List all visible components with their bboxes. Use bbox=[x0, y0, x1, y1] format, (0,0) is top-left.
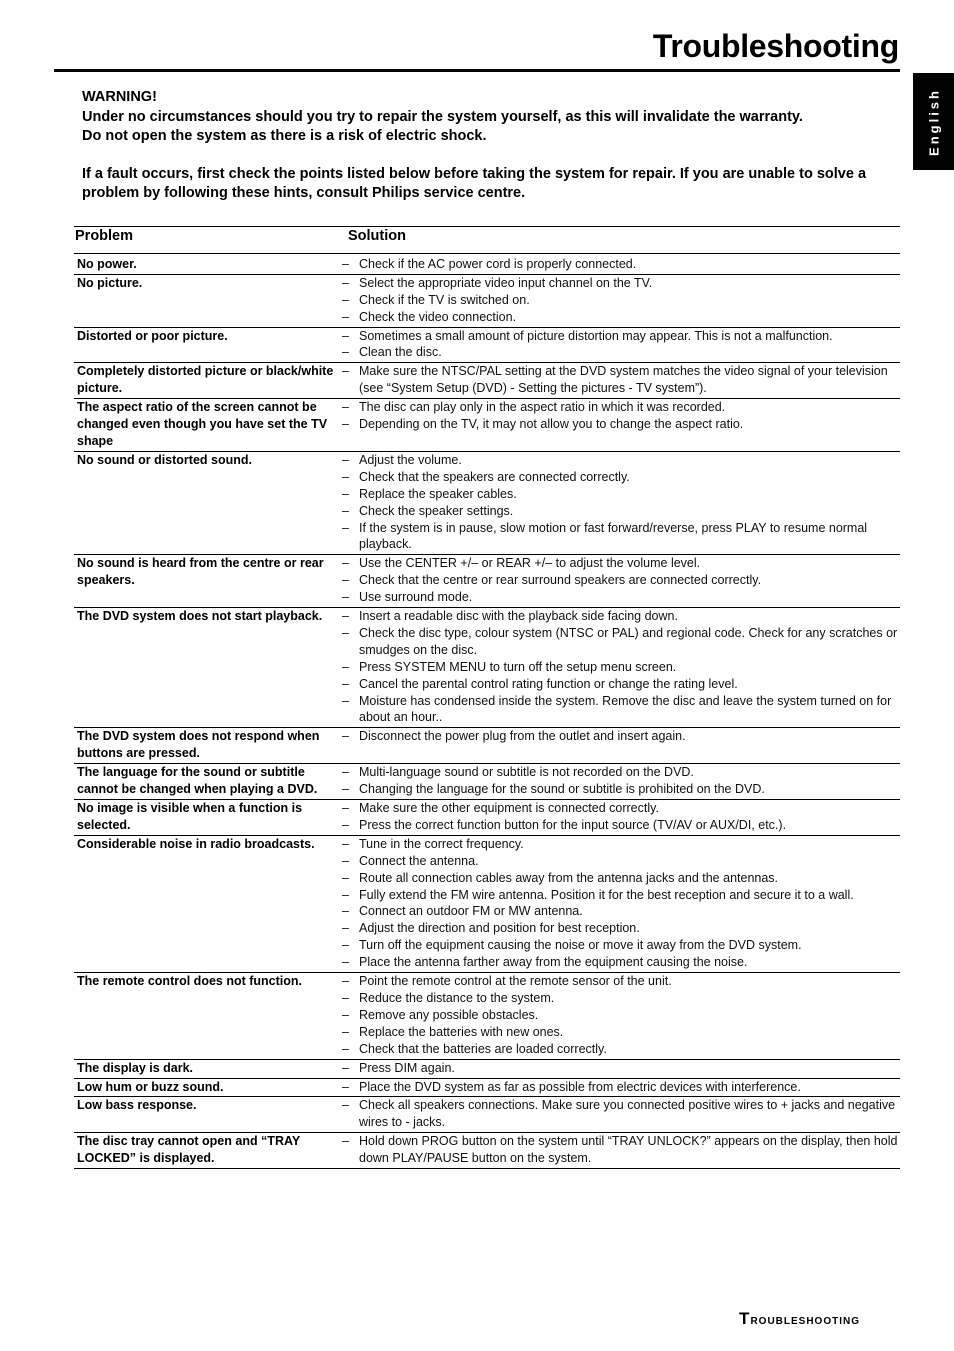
solution-item: – Remove any possible obstacles. bbox=[342, 1007, 900, 1024]
solution-item: – Sometimes a small amount of picture distortion may appear. This is not a malfunction. bbox=[342, 328, 900, 345]
solution-cell bbox=[342, 608, 900, 728]
table-row bbox=[74, 451, 900, 554]
solution-cell bbox=[342, 973, 900, 1060]
solution-item: – Press SYSTEM MENU to turn off the setup menu screen. bbox=[342, 659, 900, 676]
footer-section-title bbox=[739, 1309, 860, 1329]
footer-rest: roubleshooting bbox=[750, 1312, 860, 1328]
solution-item: – Turn off the equipment causing the noise or move it away from the DVD system. bbox=[342, 937, 900, 954]
solution-cell bbox=[342, 764, 900, 800]
solution-item: – Route all connection cables away from the antenna jacks and the antennas. bbox=[342, 870, 900, 887]
troubleshooting-table bbox=[74, 226, 900, 1169]
language-tab bbox=[913, 73, 954, 170]
solution-item: – Make sure the NTSC/PAL setting at the DVD system matches the video signal of your television (see “System Setup (DVD) - Setting the pictures - TV system”). bbox=[342, 363, 900, 397]
solution-item: – Check the disc type, colour system (NTSC or PAL) and regional code. Check for any scratches or smudges on the disc. bbox=[342, 625, 900, 659]
solution-list bbox=[342, 1097, 900, 1131]
solution-cell bbox=[342, 451, 900, 554]
table-row bbox=[74, 835, 900, 972]
solution-cell bbox=[342, 327, 900, 363]
title-divider bbox=[54, 69, 900, 72]
solution-cell bbox=[342, 274, 900, 327]
header-solution: Solution bbox=[342, 227, 900, 254]
table-row bbox=[74, 327, 900, 363]
solution-item: – Check if the TV is switched on. bbox=[342, 292, 900, 309]
solution-item: – Check that the centre or rear surround speakers are connected correctly. bbox=[342, 572, 900, 589]
problem-cell: The language for the sound or subtitle cannot be changed when playing a DVD. bbox=[74, 764, 342, 800]
table-row bbox=[74, 399, 900, 452]
solution-cell bbox=[342, 800, 900, 836]
solution-item: – Check if the AC power cord is properly connected. bbox=[342, 256, 900, 273]
solution-item: – Place the antenna farther away from the equipment causing the noise. bbox=[342, 954, 900, 971]
solution-list bbox=[342, 764, 900, 798]
solution-list bbox=[342, 1133, 900, 1167]
solution-item: – Replace the speaker cables. bbox=[342, 486, 900, 503]
solution-list bbox=[342, 836, 900, 971]
table-row bbox=[74, 764, 900, 800]
problem-cell: The disc tray cannot open and “TRAY LOCKED” is displayed. bbox=[74, 1133, 342, 1169]
warning-line-1: Under no circumstances should you try to repair the system yourself, as this will invalidate the warranty. bbox=[82, 108, 803, 125]
solution-cell bbox=[342, 1078, 900, 1097]
problem-cell: Low hum or buzz sound. bbox=[74, 1078, 342, 1097]
warning-line-2: Do not open the system as there is a risk of electric shock. bbox=[82, 128, 487, 144]
table-row bbox=[74, 800, 900, 836]
problem-cell: Distorted or poor picture. bbox=[74, 327, 342, 363]
table-row bbox=[74, 363, 900, 399]
solution-item: – Hold down PROG button on the system until “TRAY UNLOCK?” appears on the display, then hold down PLAY/PAUSE button on the system. bbox=[342, 1133, 900, 1167]
solution-item: – Depending on the TV, it may not allow you to change the aspect ratio. bbox=[342, 416, 900, 433]
solution-list bbox=[342, 1060, 900, 1077]
problem-cell: No image is visible when a function is selected. bbox=[74, 800, 342, 836]
problem-cell: No picture. bbox=[74, 274, 342, 327]
header-problem: Problem bbox=[74, 227, 342, 254]
problem-cell: The aspect ratio of the screen cannot be changed even though you have set the TV shape bbox=[74, 399, 342, 452]
solution-cell bbox=[342, 363, 900, 399]
solution-item: – Changing the language for the sound or subtitle is prohibited on the DVD. bbox=[342, 781, 900, 798]
table-header-row bbox=[74, 227, 900, 254]
solution-item: – Use the CENTER +/– or REAR +/– to adjust the volume level. bbox=[342, 555, 900, 572]
solution-item: – Select the appropriate video input channel on the TV. bbox=[342, 275, 900, 292]
solution-item: – Multi-language sound or subtitle is not recorded on the DVD. bbox=[342, 764, 900, 781]
footer-initial: T bbox=[739, 1309, 751, 1328]
solution-item: – Insert a readable disc with the playback side facing down. bbox=[342, 608, 900, 625]
solution-item: – Press the correct function button for the input source (TV/AV or AUX/DI, etc.). bbox=[342, 817, 900, 834]
warning-heading: WARNING! bbox=[82, 89, 157, 105]
solution-item: – Connect an outdoor FM or MW antenna. bbox=[342, 903, 900, 920]
solution-item: – Disconnect the power plug from the outlet and insert again. bbox=[342, 728, 900, 745]
solution-item: – Tune in the correct frequency. bbox=[342, 836, 900, 853]
solution-item: – Check that the speakers are connected correctly. bbox=[342, 469, 900, 486]
warning-block bbox=[82, 88, 892, 204]
solution-item: – Fully extend the FM wire antenna. Position it for the best reception and secure it to a wall. bbox=[342, 887, 900, 904]
solution-list bbox=[342, 973, 900, 1058]
solution-cell bbox=[342, 253, 900, 274]
table-row bbox=[74, 274, 900, 327]
solution-cell bbox=[342, 399, 900, 452]
solution-cell bbox=[342, 1133, 900, 1169]
solution-list bbox=[342, 399, 900, 433]
solution-item: – Adjust the volume. bbox=[342, 452, 900, 469]
solution-item: – Point the remote control at the remote sensor of the unit. bbox=[342, 973, 900, 990]
table-row bbox=[74, 555, 900, 608]
solution-item: – Clean the disc. bbox=[342, 344, 900, 361]
solution-list bbox=[342, 363, 900, 397]
warning-gap bbox=[82, 147, 892, 165]
table-row bbox=[74, 1059, 900, 1078]
solution-list bbox=[342, 1079, 900, 1096]
table-row bbox=[74, 608, 900, 728]
solution-list bbox=[342, 256, 900, 273]
table-row bbox=[74, 253, 900, 274]
problem-cell: No sound or distorted sound. bbox=[74, 451, 342, 554]
solution-item: – Reduce the distance to the system. bbox=[342, 990, 900, 1007]
solution-item: – Connect the antenna. bbox=[342, 853, 900, 870]
solution-item: – Cancel the parental control rating function or change the rating level. bbox=[342, 676, 900, 693]
solution-item: – Press DIM again. bbox=[342, 1060, 900, 1077]
problem-cell: The display is dark. bbox=[74, 1059, 342, 1078]
solution-item: – Check all speakers connections. Make sure you connected positive wires to + jacks and negative wires to - jacks. bbox=[342, 1097, 900, 1131]
solution-cell bbox=[342, 728, 900, 764]
solution-cell bbox=[342, 1059, 900, 1078]
problem-cell: The DVD system does not start playback. bbox=[74, 608, 342, 728]
solution-item: – If the system is in pause, slow motion or fast forward/reverse, press PLAY to resume normal playback. bbox=[342, 520, 900, 554]
table-row bbox=[74, 973, 900, 1060]
table-row bbox=[74, 1133, 900, 1169]
solution-item: – The disc can play only in the aspect ratio in which it was recorded. bbox=[342, 399, 900, 416]
table-row bbox=[74, 1078, 900, 1097]
solution-item: – Place the DVD system as far as possible from electric devices with interference. bbox=[342, 1079, 900, 1096]
table-body bbox=[74, 253, 900, 1168]
problem-cell: No power. bbox=[74, 253, 342, 274]
solution-list bbox=[342, 328, 900, 362]
solution-item: – Adjust the direction and position for best reception. bbox=[342, 920, 900, 937]
solution-item: – Use surround mode. bbox=[342, 589, 900, 606]
solution-item: – Check that the batteries are loaded correctly. bbox=[342, 1041, 900, 1058]
solution-list bbox=[342, 452, 900, 553]
solution-cell bbox=[342, 1097, 900, 1133]
problem-cell: The remote control does not function. bbox=[74, 973, 342, 1060]
problem-cell: Considerable noise in radio broadcasts. bbox=[74, 835, 342, 972]
solution-item: – Check the speaker settings. bbox=[342, 503, 900, 520]
solution-list bbox=[342, 275, 900, 326]
solution-item: – Replace the batteries with new ones. bbox=[342, 1024, 900, 1041]
table-row bbox=[74, 1097, 900, 1133]
solution-list bbox=[342, 608, 900, 726]
solution-item: – Check the video connection. bbox=[342, 309, 900, 326]
solution-cell bbox=[342, 835, 900, 972]
solution-list bbox=[342, 800, 900, 834]
solution-cell bbox=[342, 555, 900, 608]
language-tab-label: English bbox=[926, 87, 941, 156]
table-row bbox=[74, 728, 900, 764]
problem-cell: The DVD system does not respond when buttons are pressed. bbox=[74, 728, 342, 764]
problem-cell: Completely distorted picture or black/white picture. bbox=[74, 363, 342, 399]
solution-list bbox=[342, 555, 900, 606]
solution-item: – Moisture has condensed inside the system. Remove the disc and leave the system turned on for about an hour.. bbox=[342, 693, 900, 727]
solution-list bbox=[342, 728, 900, 745]
problem-cell: Low bass response. bbox=[74, 1097, 342, 1133]
problem-cell: No sound is heard from the centre or rear speakers. bbox=[74, 555, 342, 608]
solution-item: – Make sure the other equipment is connected correctly. bbox=[342, 800, 900, 817]
warning-line-3: If a fault occurs, first check the points listed below before taking the system for repair. If you are unable to solve a problem by following these hints, consult Philips service centre. bbox=[82, 165, 867, 201]
page-title: Troubleshooting bbox=[652, 28, 899, 64]
